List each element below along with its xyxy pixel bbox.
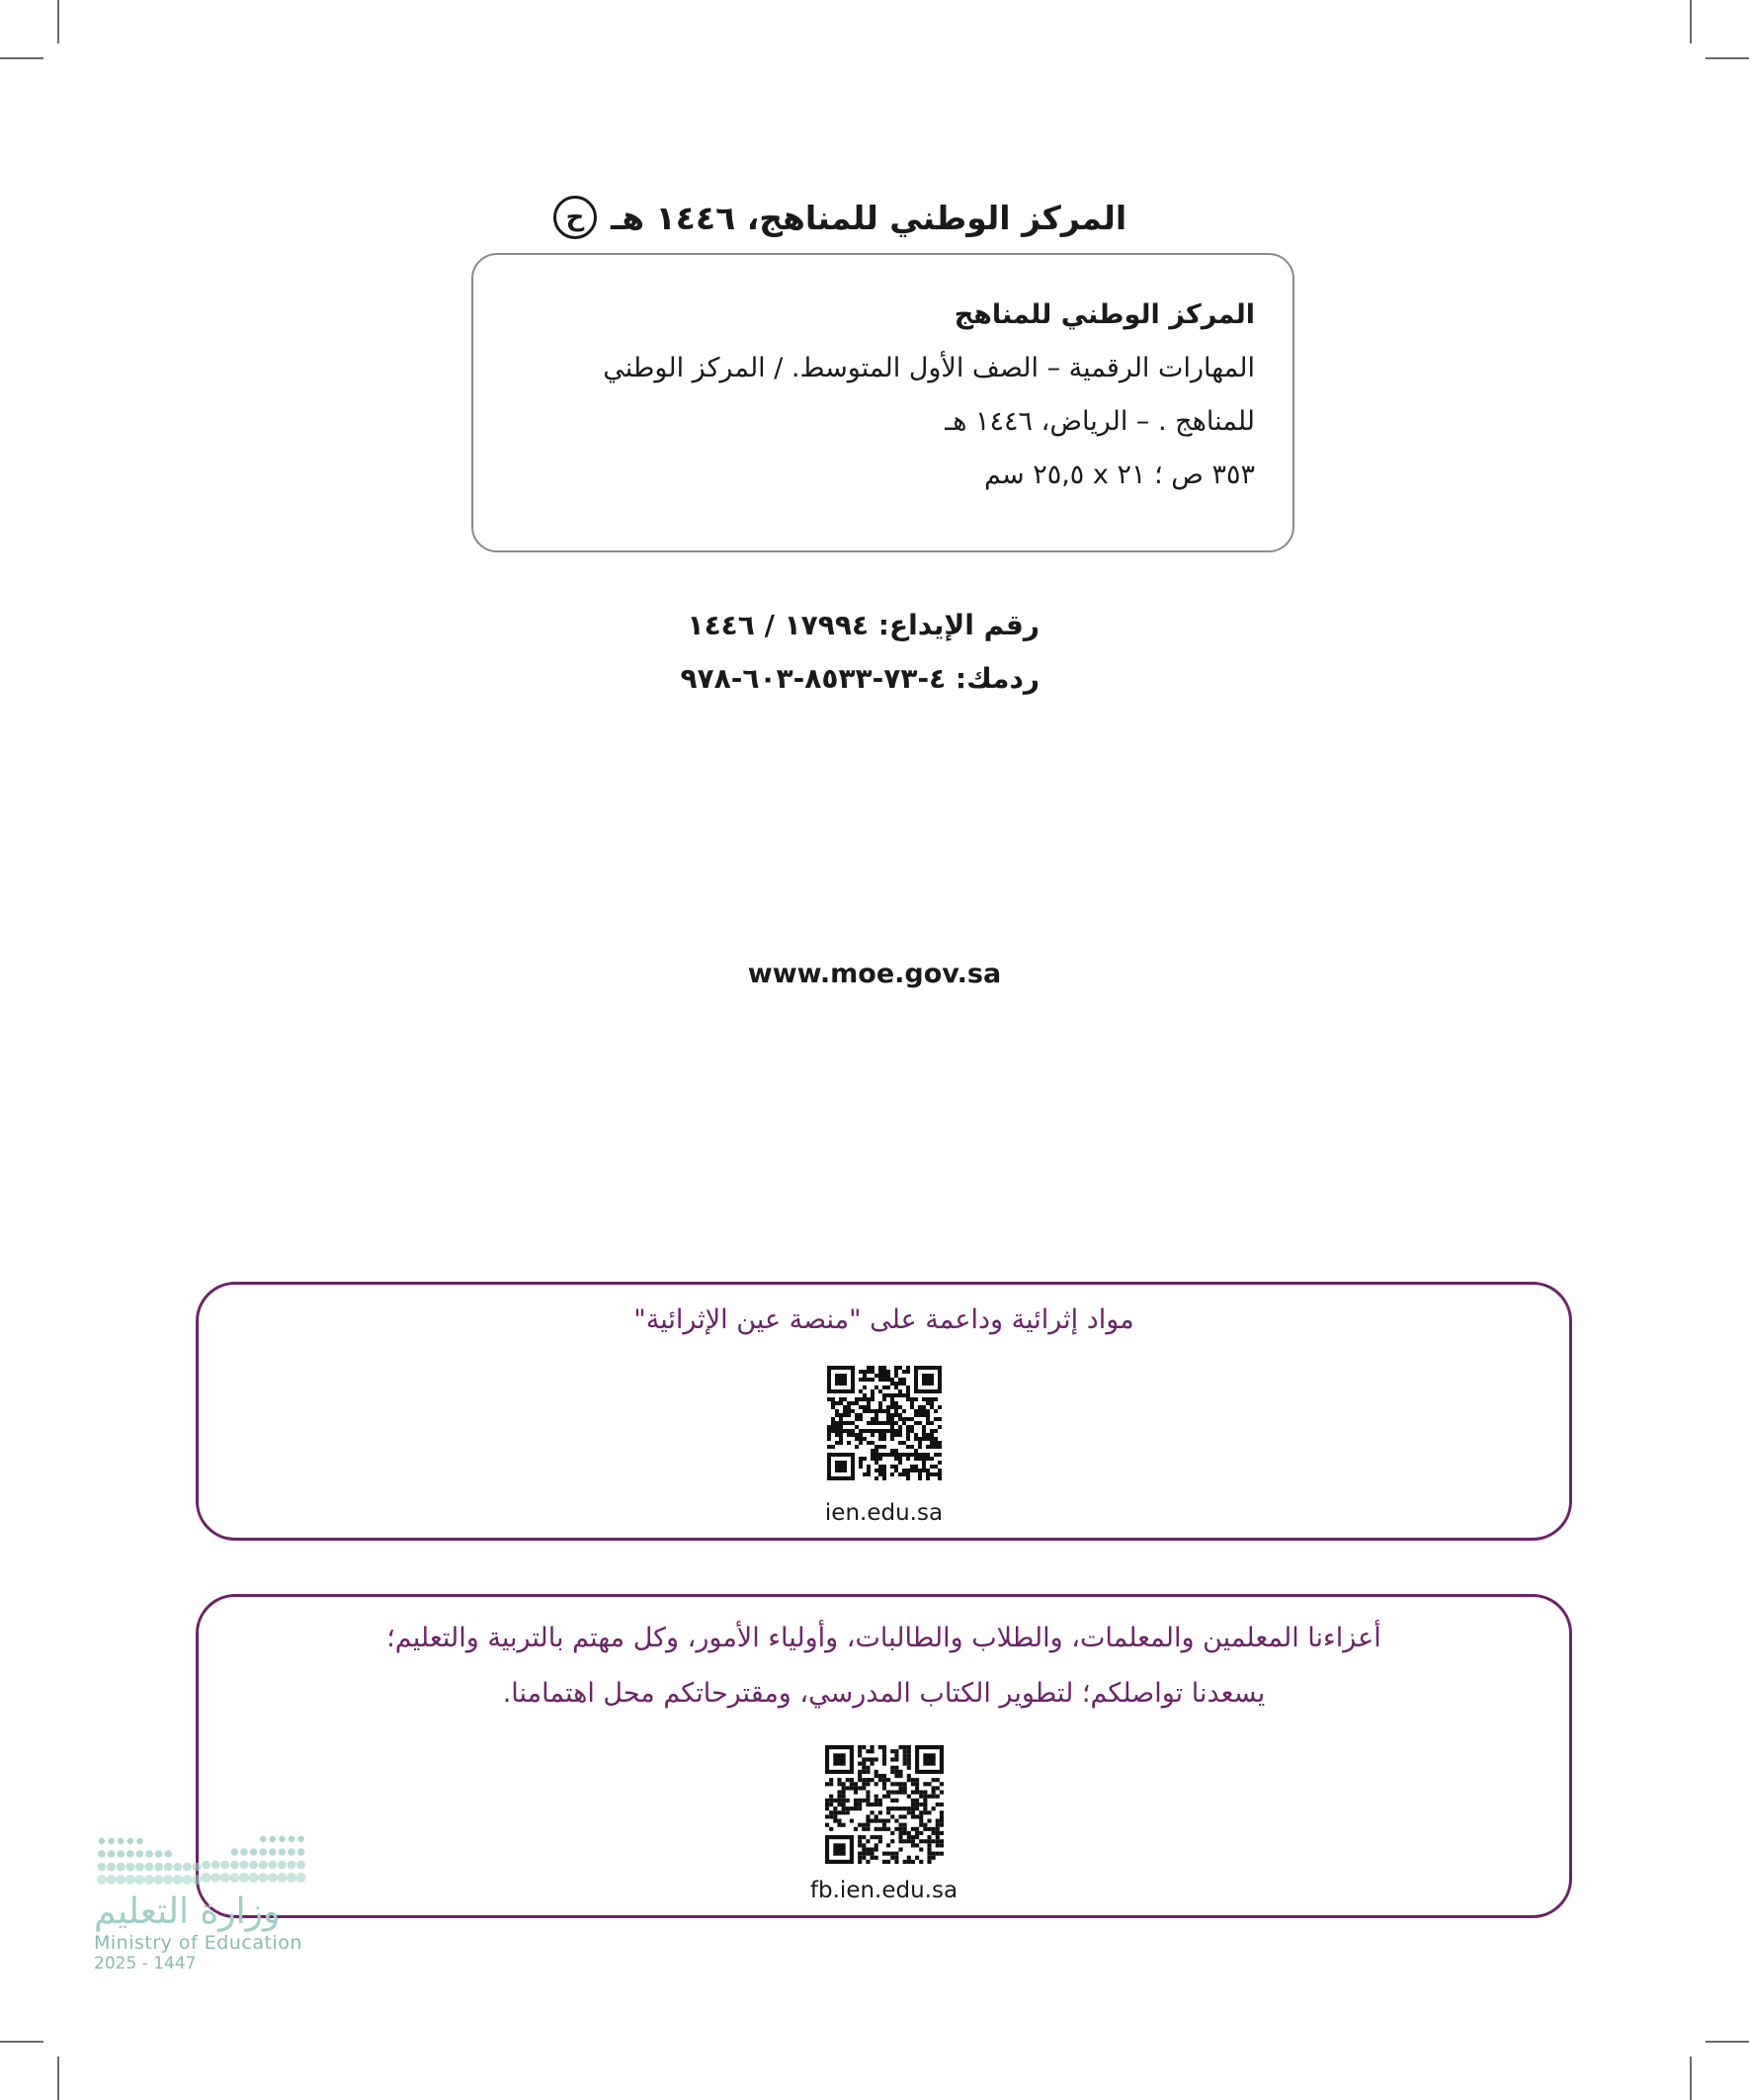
copyright-symbol: ح [553, 196, 597, 239]
catalog-title: المهارات الرقمية – الصف الأول المتوسط. / المركز الوطني [603, 353, 1255, 383]
website-link[interactable]: www.moe.gov.sa [747, 959, 1002, 989]
deposit-info [593, 599, 1040, 706]
crop-mark [57, 0, 59, 43]
ministry-name-arabic: وزارة التعليم [94, 1891, 281, 1932]
crop-mark [1690, 0, 1692, 43]
catalog-author: المركز الوطني للمناهج [954, 299, 1255, 330]
ministry-dots-icon [94, 1818, 311, 1888]
catalog-publisher: للمناهج . – الرياض، ١٤٤٦ هـ [945, 406, 1255, 437]
copyright-line [553, 188, 1294, 247]
catalog-pages: ٣٥٣ ص ؛ ٢١ x ٢٥,٥ سم [984, 460, 1255, 490]
crop-mark [1690, 2057, 1692, 2100]
copyright-text: المركز الوطني للمناهج، ١٤٤٦ هـ [611, 198, 1127, 237]
qr-code-icon[interactable] [825, 1745, 944, 1864]
feedback-line-2: يسعدنا تواصلكم؛ لتطوير الكتاب المدرسي، ومقترحاتكم محل اهتمامنا. [502, 1678, 1266, 1709]
qr-code-icon[interactable] [827, 1366, 942, 1480]
crop-mark [57, 2057, 59, 2100]
feedback-url[interactable]: fb.ien.edu.sa [809, 1878, 958, 1903]
ministry-logo [94, 1818, 321, 2016]
isbn-number: ردمك: ٤-٧٣-٨٥٣٣-٦٠٣-٩٧٨ [680, 662, 1040, 695]
feedback-box [196, 1594, 1572, 1918]
crop-mark [1706, 2041, 1749, 2043]
ministry-year: 2025 - 1447 [94, 1954, 197, 1974]
ministry-name-english: Ministry of Education [94, 1932, 302, 1954]
feedback-line-1: أعزاءنا المعلمين والمعلمات، والطلاب والطالبات، وأولياء الأمور، وكل مهتم بالتربية والتعليم؛ [386, 1623, 1381, 1653]
enrichment-text: مواد إثرائية وداعمة على "منصة عين الإثرائية" [633, 1304, 1134, 1335]
crop-mark [1706, 57, 1749, 59]
cataloging-box [471, 253, 1294, 552]
deposit-number: رقم الإيداع: ١٧٩٩٤ / ١٤٤٦ [687, 609, 1040, 641]
crop-mark [0, 57, 43, 59]
enrichment-box [196, 1282, 1572, 1541]
enrichment-url[interactable]: ien.edu.sa [824, 1500, 944, 1526]
crop-mark [0, 2041, 43, 2043]
